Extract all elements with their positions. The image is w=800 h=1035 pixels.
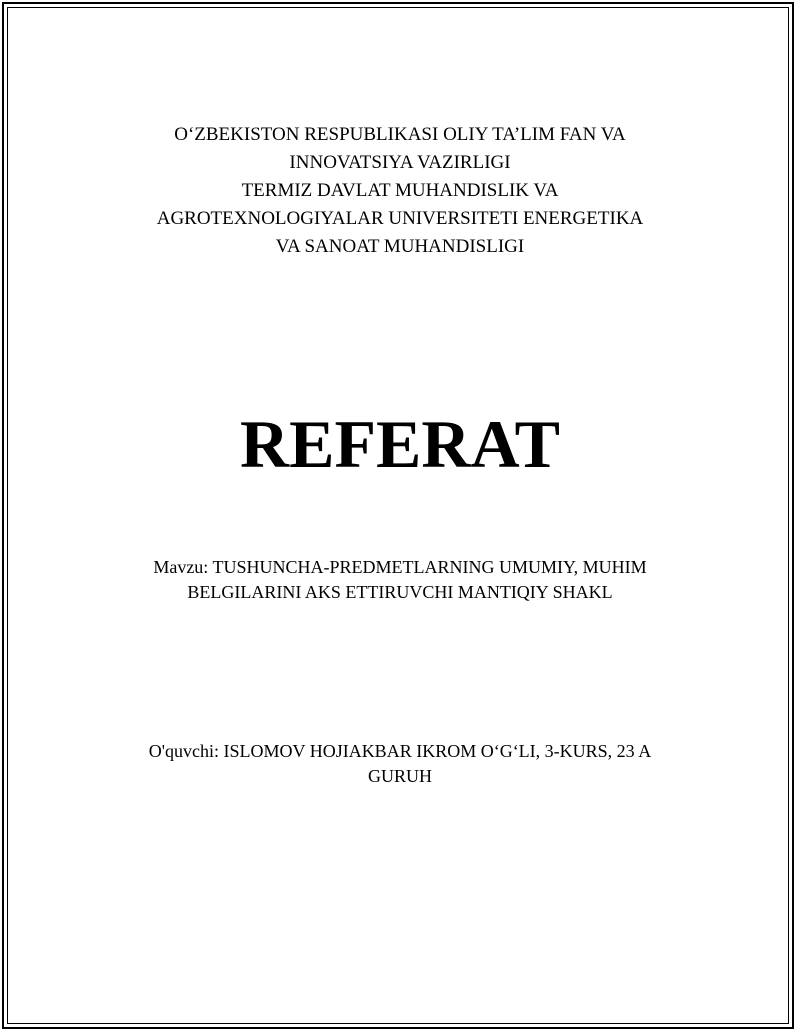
topic-line: BELGILARINI AKS ETTIRUVCHI MANTIQIY SHAKL — [187, 582, 613, 602]
ministry-university-header — [60, 121, 740, 261]
header-line: INNOVATSIYA VAZIRLIGI — [289, 152, 511, 173]
document-title: REFERAT — [240, 406, 560, 482]
header-line: TERMIZ DAVLAT MUHANDISLIK VA — [241, 180, 559, 201]
header-line: VA SANOAT MUHANDISLIGI — [275, 236, 525, 257]
student-block — [60, 739, 740, 789]
topic-block — [60, 555, 740, 605]
header-line: O‘ZBEKISTON RESPUBLIKASI OLIY TA’LIM FAN VA — [174, 124, 626, 145]
topic-line: Mavzu: TUSHUNCHA-PREDMETLARNING UMUMIY, MUHIM — [153, 557, 647, 577]
header-line: AGROTEXNOLOGIYALAR UNIVERSITETI ENERGETIKA — [156, 208, 644, 229]
student-line: O'quvchi: ISLOMOV HOJIAKBAR IKROM O‘G‘LI, 3-KURS, 23 A — [148, 741, 652, 761]
student-line: GURUH — [367, 766, 432, 786]
